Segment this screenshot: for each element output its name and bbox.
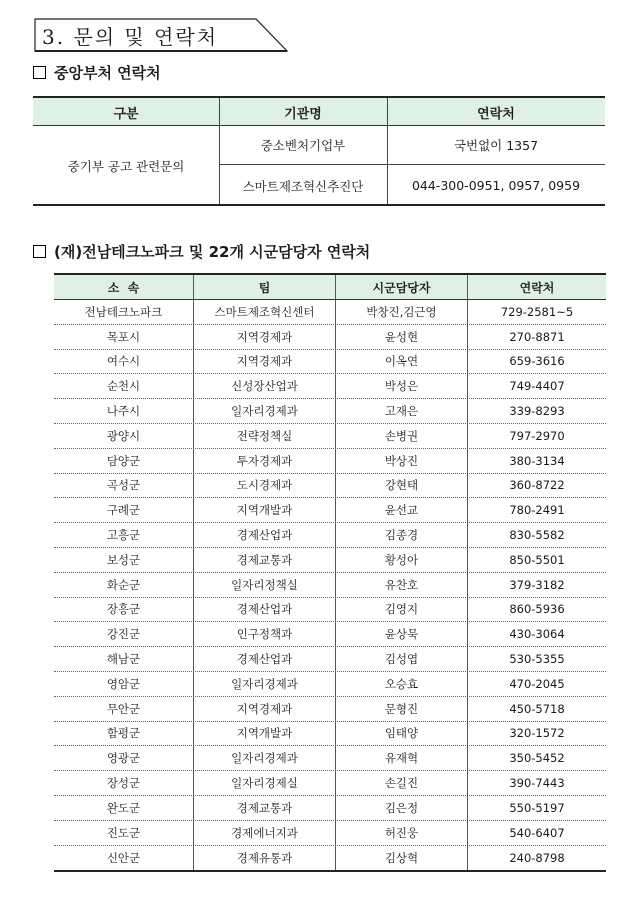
team-cell: 일자리경제과 xyxy=(194,399,336,423)
header-phone: 연락처 xyxy=(519,280,555,295)
table-row xyxy=(54,374,606,399)
phone-cell: 860-5936 xyxy=(509,602,565,617)
header-manager: 시군담당자 xyxy=(336,275,468,299)
phone-cell: 540-6407 xyxy=(509,825,565,840)
manager-cell: 유재혁 xyxy=(336,746,468,770)
header-category: 구분 xyxy=(113,106,139,122)
affiliation-cell: 광양시 xyxy=(54,424,194,448)
manager-cell: 손길진 xyxy=(336,771,468,795)
table-row xyxy=(54,548,606,573)
manager-cell: 김은정 xyxy=(336,796,468,820)
team-cell: 경제교통과 xyxy=(194,796,336,820)
team-cell: 지역경제과 xyxy=(194,697,336,721)
agency-cell: 스마트제조혁신추진단 xyxy=(242,178,364,194)
phone-cell: 379-3182 xyxy=(509,577,565,592)
phone-cell: 850-5501 xyxy=(509,552,565,567)
affiliation-cell: 해남군 xyxy=(54,647,194,671)
affiliation-cell: 보성군 xyxy=(54,548,194,572)
manager-cell: 유찬호 xyxy=(336,573,468,597)
table-row xyxy=(54,474,606,499)
table-row xyxy=(54,399,606,424)
central-heading-text: 중앙부처 연락처 xyxy=(54,64,161,82)
team-cell: 일자리경제과 xyxy=(194,746,336,770)
team-cell: 경제에너지과 xyxy=(194,821,336,845)
manager-cell: 황성아 xyxy=(336,548,468,572)
table-row xyxy=(54,672,606,697)
team-cell: 일자리경제실 xyxy=(194,771,336,795)
manager-cell: 강현태 xyxy=(336,474,468,498)
affiliation-cell: 영광군 xyxy=(54,746,194,770)
team-cell: 투자경제과 xyxy=(194,449,336,473)
manager-cell: 손병권 xyxy=(336,424,468,448)
manager-cell: 김종경 xyxy=(336,523,468,547)
manager-cell: 윤상묵 xyxy=(336,622,468,646)
contact-cell: 국번없이 1357 xyxy=(453,138,539,153)
header-contact: 연락처 xyxy=(477,106,515,122)
phone-cell: 530-5355 xyxy=(509,652,565,667)
manager-cell: 김상혁 xyxy=(336,846,468,871)
phone-cell: 430-3064 xyxy=(509,627,565,642)
team-cell: 일자리정책실 xyxy=(194,573,336,597)
affiliation-cell: 순천시 xyxy=(54,374,194,398)
affiliation-cell: 여수시 xyxy=(54,350,194,374)
table-row xyxy=(54,449,606,474)
affiliation-cell: 목포시 xyxy=(54,325,194,349)
team-cell: 지역경제과 xyxy=(194,350,336,374)
phone-cell: 350-5452 xyxy=(509,751,565,766)
table-row xyxy=(54,424,606,449)
team-cell: 스마트제조혁신센터 xyxy=(194,300,336,324)
checkbox-square-icon xyxy=(33,66,46,79)
manager-cell: 윤성현 xyxy=(336,325,468,349)
table-row xyxy=(54,697,606,722)
affiliation-cell: 곡성군 xyxy=(54,474,194,498)
affiliation-cell: 신안군 xyxy=(54,846,194,871)
team-cell: 지역경제과 xyxy=(194,325,336,349)
team-cell: 일자리경제과 xyxy=(194,672,336,696)
team-cell: 지역개발과 xyxy=(194,498,336,522)
affiliation-cell: 장흥군 xyxy=(54,598,194,622)
agency-cell: 중소벤처기업부 xyxy=(260,138,346,153)
phone-cell: 797-2970 xyxy=(509,428,565,443)
phone-cell: 550-5197 xyxy=(509,800,565,815)
table-row xyxy=(54,350,606,375)
header-agency: 기관명 xyxy=(284,106,322,122)
table-row xyxy=(54,746,606,771)
phone-cell: 450-5718 xyxy=(509,701,565,716)
team-cell: 경제교통과 xyxy=(194,548,336,572)
affiliation-cell: 화순군 xyxy=(54,573,194,597)
team-cell: 경제산업과 xyxy=(194,647,336,671)
manager-cell: 고재은 xyxy=(336,399,468,423)
manager-cell: 임태양 xyxy=(336,722,468,746)
team-cell: 경제산업과 xyxy=(194,523,336,547)
manager-cell: 문형진 xyxy=(336,697,468,721)
phone-cell: 390-7443 xyxy=(509,776,565,791)
team-cell: 도시경제과 xyxy=(194,474,336,498)
affiliation-cell: 구례군 xyxy=(54,498,194,522)
local-heading xyxy=(33,241,370,262)
team-cell: 인구정책과 xyxy=(194,622,336,646)
table-row xyxy=(54,722,606,747)
table-row xyxy=(54,821,606,846)
team-cell: 신성장산업과 xyxy=(194,374,336,398)
table-row xyxy=(54,573,606,598)
phone-cell: 749-4407 xyxy=(509,379,565,394)
table-row xyxy=(54,598,606,623)
team-cell: 지역개발과 xyxy=(194,722,336,746)
table-row xyxy=(54,846,606,871)
phone-cell: 470-2045 xyxy=(509,676,565,691)
manager-cell: 오승효 xyxy=(336,672,468,696)
phone-cell: 729-2581~5 xyxy=(500,304,574,319)
central-contact-table xyxy=(33,96,605,206)
manager-cell: 허진웅 xyxy=(336,821,468,845)
team-cell: 경제산업과 xyxy=(194,598,336,622)
affiliation-cell: 장성군 xyxy=(54,771,194,795)
central-heading xyxy=(33,62,161,83)
header-team: 팀 xyxy=(194,275,336,299)
affiliation-cell: 진도군 xyxy=(54,821,194,845)
affiliation-cell: 무안군 xyxy=(54,697,194,721)
affiliation-cell: 완도군 xyxy=(54,796,194,820)
manager-cell: 박성은 xyxy=(336,374,468,398)
table-header-row xyxy=(54,275,606,300)
manager-cell: 김성엽 xyxy=(336,647,468,671)
table-row xyxy=(54,498,606,523)
contact-cell: 044-300-0951, 0957, 0959 xyxy=(411,178,581,193)
table-row xyxy=(54,523,606,548)
manager-cell: 박창진,김근영 xyxy=(336,300,468,324)
phone-cell: 659-3616 xyxy=(509,354,565,369)
section-title xyxy=(34,18,288,52)
phone-cell: 780-2491 xyxy=(509,503,565,518)
manager-cell: 박상진 xyxy=(336,449,468,473)
phone-cell: 830-5582 xyxy=(509,528,565,543)
category-cell: 중기부 공고 관련문의 xyxy=(67,159,185,174)
phone-cell: 240-8798 xyxy=(509,850,565,865)
phone-cell: 339-8293 xyxy=(509,404,565,419)
checkbox-square-icon xyxy=(33,245,46,258)
affiliation-cell: 전남테크노파크 xyxy=(54,300,194,324)
affiliation-cell: 담양군 xyxy=(54,449,194,473)
manager-cell: 이옥연 xyxy=(336,350,468,374)
local-heading-text: (재)전남테크노파크 및 22개 시군담당자 연락처 xyxy=(54,243,371,261)
phone-cell: 360-8722 xyxy=(509,478,565,493)
affiliation-cell: 강진군 xyxy=(54,622,194,646)
affiliation-cell: 영암군 xyxy=(54,672,194,696)
manager-cell: 윤선교 xyxy=(336,498,468,522)
phone-cell: 380-3134 xyxy=(509,453,565,468)
header-affiliation: 소 속 xyxy=(54,275,194,299)
affiliation-cell: 고흥군 xyxy=(54,523,194,547)
table-row xyxy=(54,771,606,796)
table-row xyxy=(54,647,606,672)
affiliation-cell: 나주시 xyxy=(54,399,194,423)
section-title-text: 3. 문의 및 연락처 xyxy=(42,25,219,49)
local-contact-table xyxy=(54,273,606,872)
team-cell: 경제유통과 xyxy=(194,846,336,871)
affiliation-cell: 함평군 xyxy=(54,722,194,746)
table-row xyxy=(54,325,606,350)
table-row xyxy=(54,622,606,647)
manager-cell: 김영지 xyxy=(336,598,468,622)
phone-cell: 270-8871 xyxy=(509,329,565,344)
table-row xyxy=(54,796,606,821)
phone-cell: 320-1572 xyxy=(509,726,565,741)
team-cell: 전략정책실 xyxy=(194,424,336,448)
table-row xyxy=(54,300,606,325)
